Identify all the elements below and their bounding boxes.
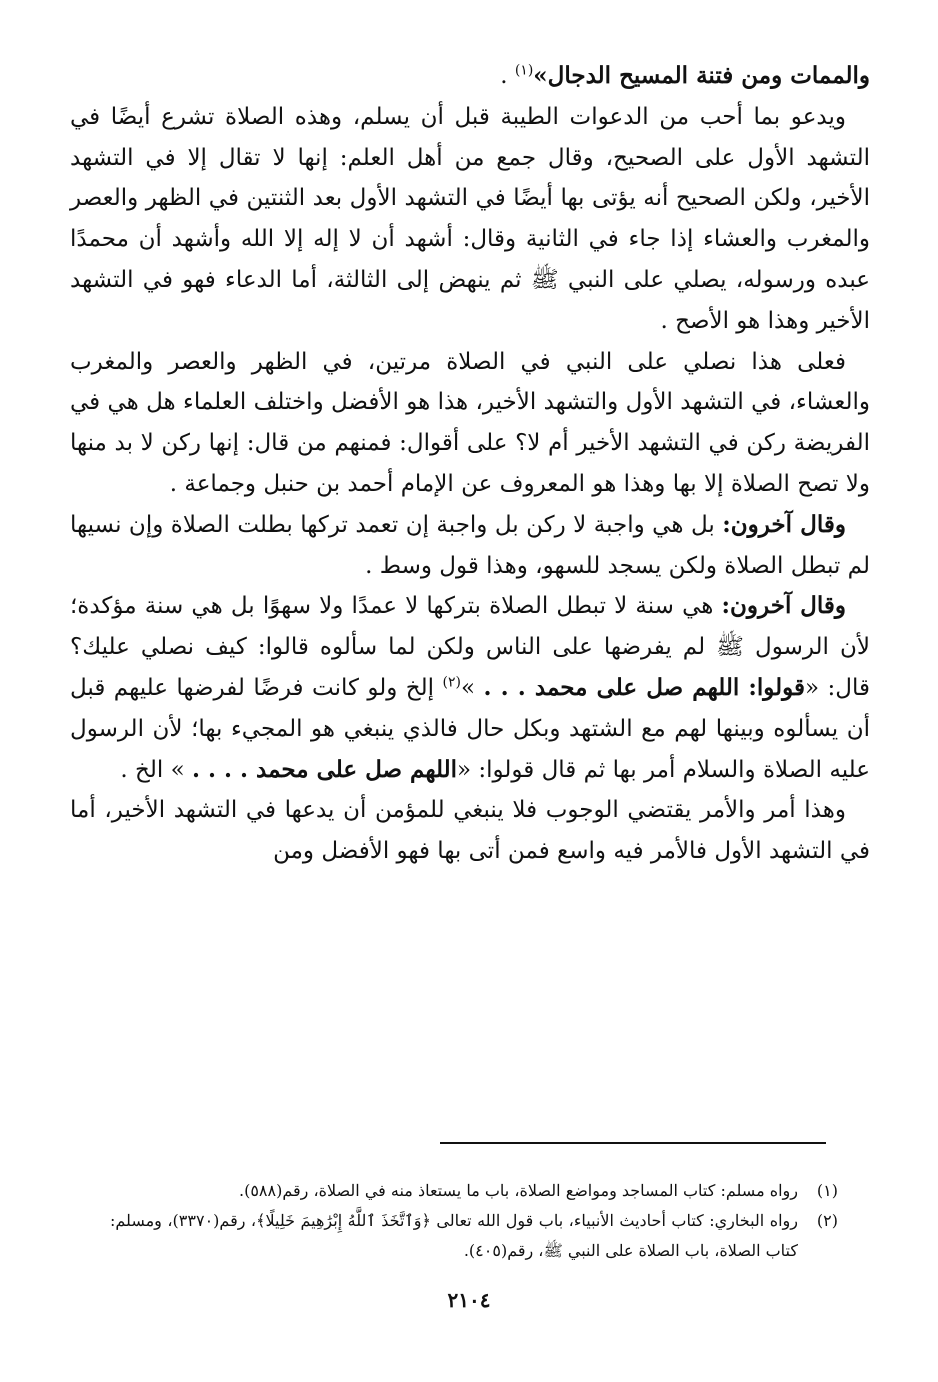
paragraph-4-lead: وقال آخرون: [721, 592, 846, 620]
footnote-2 [110, 1206, 838, 1266]
footnote-2-text: رواه البخاري: كتاب أحاديث الأنبياء، باب قول الله تعالى ﴿وَٱتَّخَذَ ٱللَّهُ إِبْرَٰهِيمَ خَلِيلًا﴾، رقم(٣٣٧٠)، ومسلم: كتاب الصلاة، باب الصلاة على النبي ﷺ، رقم(٤٠٥). [110, 1211, 798, 1260]
paragraph-3-lead: وقال آخرون: [722, 510, 846, 538]
footnote-1-number: (١) [816, 1181, 838, 1200]
footnote-ref-1[interactable]: (١) [514, 62, 534, 79]
main-text [70, 56, 870, 872]
page-number: ٢١٠٤ [447, 1288, 491, 1312]
footnotes [110, 1176, 838, 1266]
paragraph-4-quote: قولوا: اللهم صل على محمد . . . [483, 673, 806, 701]
paragraph-4-quote-2: اللهم صل على محمد . . . . [191, 755, 457, 783]
paragraph-3 [70, 505, 870, 587]
footnote-1 [110, 1176, 838, 1206]
footnote-ref-2[interactable]: (٢) [442, 674, 461, 691]
paragraph-4 [70, 586, 870, 790]
paragraph-2: فعلى هذا نصلي على النبي في الصلاة مرتين، في الظهر والعصر والمغرب والعشاء، في التشهد الأول والتشهد الأخير، هذا هو الأفضل واختلف العلماء هل هي في الفريضة ركن في التشهد الأخير أم لا؟ على أقوال: فمنهم من قال: إنها ركن لا بد منها ولا تصح الصلاة إلا بها وهذا هو المعروف عن الإمام أحمد بن حنبل وجماعة . [70, 348, 870, 497]
footnote-2-number: (٢) [816, 1211, 838, 1230]
paragraph-4-text-b: » [460, 674, 484, 701]
paragraph-4-text-d: » الخ . [120, 756, 192, 783]
paragraph-5: وهذا أمر والأمر يقتضي الوجوب فلا ينبغي للمؤمن أن يدعها في التشهد الأخير، أما في التشهد الأول فالأمر فيه واسع فمن أتى بها فهو الأفضل ومن [70, 797, 870, 865]
paragraph-4-text-c: إلخ ولو كانت فرضًا لفرضها عليهم قبل أن يسألوه وبينها لهم مع الشتهد وبكل حال فالذي ينبغي هو المجيء بها؛ لأن الرسول عليه الصلاة والسلام أمر بها ثم قال قولوا: « [70, 674, 870, 783]
paragraph-1: ويدعو بما أحب من الدعوات الطيبة قبل أن يسلم، وهذه الصلاة تشرع أيضًا في التشهد الأول على الصحيح، وقال جمع من أهل العلم: إنها لا تقال إلا في التشهد الأخير، ولكن الصحيح أنه يؤتى بها أيضًا في التشهد الأول بعد الثنتين في الظهر والعصر والمغرب والعشاء إذا جاء في الثانية وقال: أشهد أن لا إله إلا الله وأشهد أن محمدًا عبده ورسوله، يصلي على النبي ﷺ ثم ينهض إلى الثالثة، أما الدعاء فهو في التشهد الأخير وهذا هو الأصح . [70, 103, 870, 334]
paragraph-0 [70, 56, 870, 97]
paragraph-4-text-a: هي سنة لا تبطل الصلاة بتركها لا عمدًا ولا سهوًا بل هي سنة مؤكدة؛ لأن الرسول ﷺ لم يفرضها على الناس ولكن لما سألوه قالوا: كيف نصلي عليك؟ قال: « [70, 593, 870, 701]
footnote-1-text: رواه مسلم: كتاب المساجد ومواضع الصلاة، باب ما يستعاذ منه في الصلاة، رقم(٥٨٨). [238, 1181, 798, 1200]
footnote-divider [440, 1142, 826, 1144]
paragraph-0-bold: والممات ومن فتنة المسيح الدجال» [533, 62, 870, 89]
paragraph-3-text: بل هي واجبة لا ركن بل واجبة إن تعمد تركها بطلت الصلاة وإن نسيها لم تبطل الصلاة ولكن يسجد للسهو، وهذا قول وسط . [70, 511, 870, 579]
paragraph-0-text: . [500, 63, 515, 89]
